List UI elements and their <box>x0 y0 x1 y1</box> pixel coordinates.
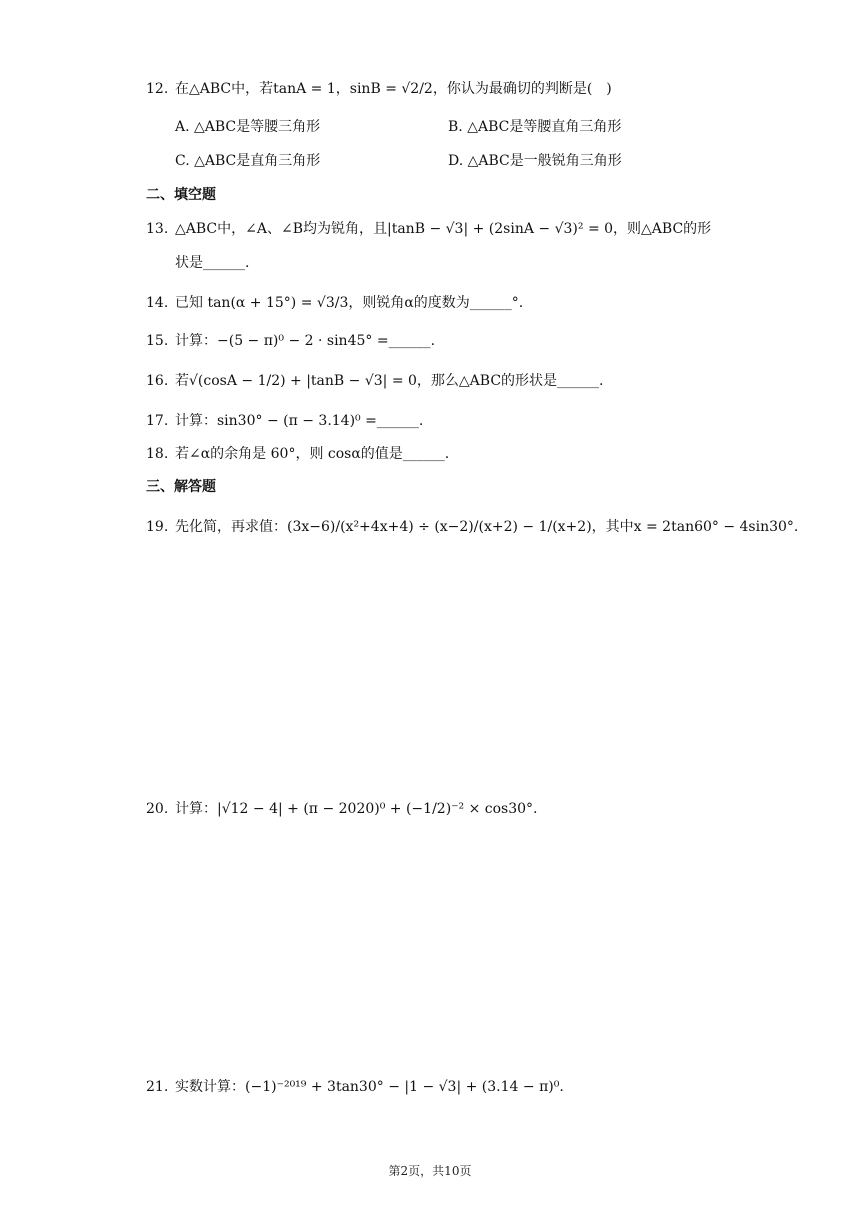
option-d: D. △ABC是一般锐角三角形 <box>448 153 622 169</box>
question-text: 计算：|√12 − 4| + (π − 2020)⁰ + (−1/2)⁻² × cos30°. <box>175 801 538 817</box>
question-number: 14. <box>146 295 169 311</box>
question-text: △ABC中，∠A、∠B均为锐角，且|tanB − √3| + (2sinA − √3)² = 0，则△ABC的形 <box>175 221 712 237</box>
question-text: 已知 tan(α + 15°) = √3/3，则锐角α的度数为______°. <box>175 295 524 311</box>
question-number: 20. <box>146 801 169 817</box>
question-number: 13. <box>146 221 169 237</box>
option-c: C. △ABC是直角三角形 <box>175 153 321 169</box>
question-number: 15. <box>146 333 169 349</box>
question-20 <box>146 798 538 820</box>
question-text: 先化简，再求值：(3x−6)/(x²+4x+4) ÷ (x−2)/(x+2) − 1/(x+2)，其中x = 2tan60° − 4sin30°. <box>175 519 799 535</box>
question-text: 计算：−(5 − π)⁰ − 2 · sin45° =______. <box>175 333 436 349</box>
question-number: 12. <box>146 81 169 97</box>
question-text: 在△ABC中，若tanA = 1，sinB = √2/2，你认为最确切的判断是( ) <box>175 81 612 97</box>
question-16 <box>146 370 604 392</box>
section-heading-fill-in: 二、填空题 <box>146 187 216 203</box>
question-19 <box>146 516 798 538</box>
question-17 <box>146 410 423 432</box>
option-b: B. △ABC是等腰直角三角形 <box>448 119 622 135</box>
question-12 <box>146 78 612 100</box>
question-13 <box>146 218 711 240</box>
question-15 <box>146 330 435 352</box>
page-footer: 第2页，共10页 <box>388 1164 472 1178</box>
question-number: 17. <box>146 413 169 429</box>
section-heading-answer: 三、解答题 <box>146 479 216 495</box>
question-text: 计算：sin30° − (π − 3.14)⁰ =______. <box>175 413 424 429</box>
question-14 <box>146 292 523 314</box>
option-a: A. △ABC是等腰三角形 <box>175 119 321 135</box>
question-13-continuation: 状是______. <box>175 255 250 271</box>
question-text: 实数计算：(−1)⁻²⁰¹⁹ + 3tan30° − |1 − √3| + (3.14 − π)⁰. <box>175 1079 564 1095</box>
question-number: 16. <box>146 373 169 389</box>
question-text: 若√(cosA − 1/2) + |tanB − √3| = 0，那么△ABC的形状是______. <box>175 373 604 389</box>
question-21 <box>146 1076 564 1098</box>
question-number: 21. <box>146 1079 169 1095</box>
question-number: 19. <box>146 519 169 535</box>
question-number: 18. <box>146 446 169 462</box>
question-18 <box>146 443 449 465</box>
question-text: 若∠α的余角是 60°，则 cosα的值是______. <box>175 446 450 462</box>
